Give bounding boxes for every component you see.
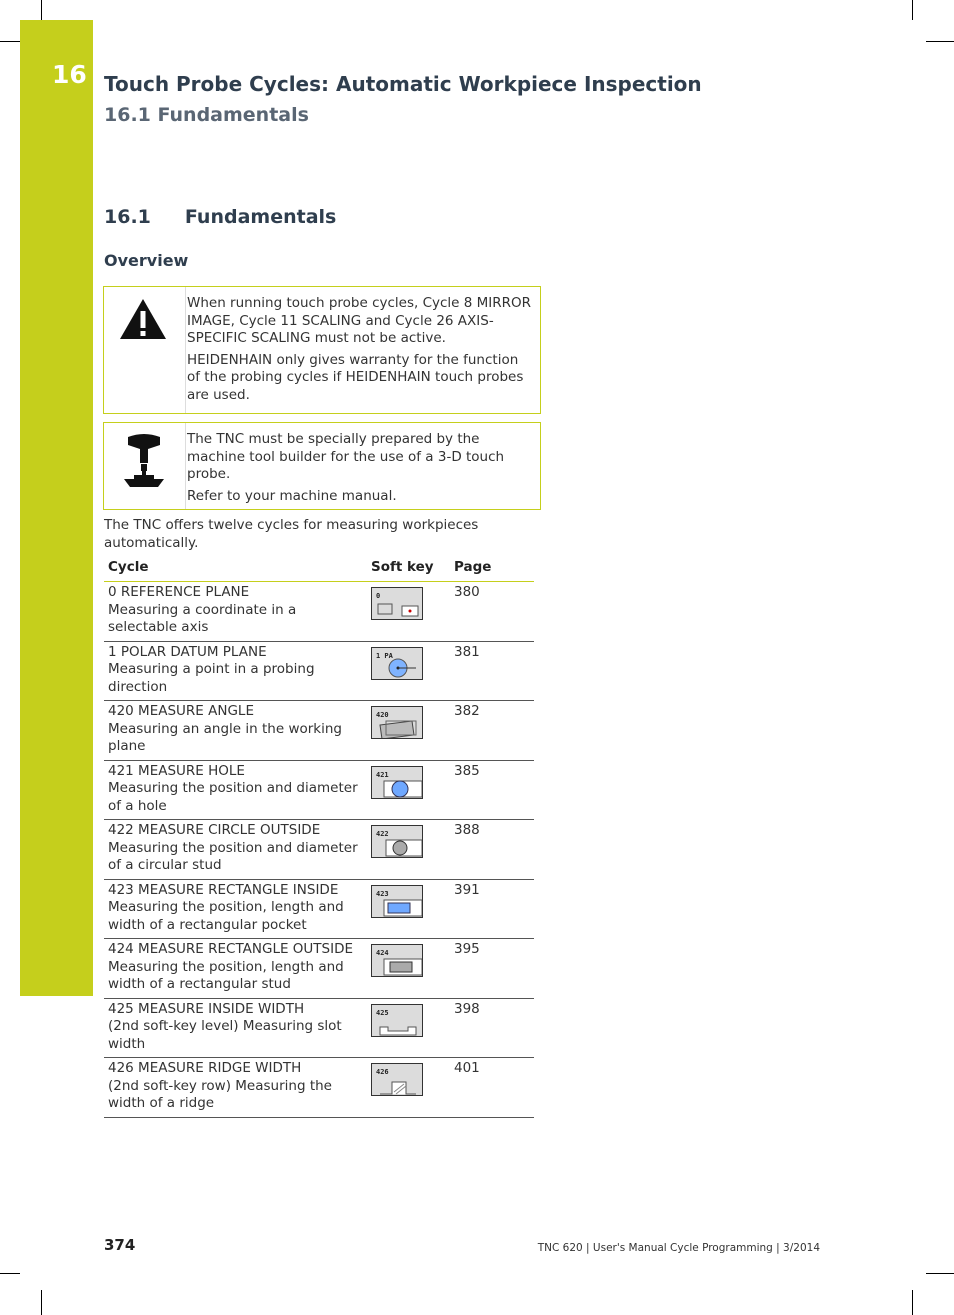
- crop-mark: [41, 0, 42, 20]
- softkey-cell: [367, 1058, 450, 1118]
- cycle-cell: [104, 760, 367, 820]
- cycle-name: 421 MEASURE HOLE: [108, 762, 245, 779]
- machine-note: [103, 422, 541, 510]
- cycle-name: 1 POLAR DATUM PLANE: [108, 643, 267, 660]
- page-cell: 380: [450, 582, 534, 642]
- softkey-label: 420: [376, 711, 389, 719]
- note-divider: [185, 287, 186, 413]
- softkey-cell: [367, 879, 450, 939]
- cycle-cell: [104, 998, 367, 1058]
- softkey-cell: [367, 582, 450, 642]
- softkey-label: 424: [376, 949, 389, 957]
- crop-mark: [0, 41, 20, 42]
- chapter-title: Touch Probe Cycles: Automatic Workpiece Inspection: [104, 72, 702, 96]
- crop-mark: [41, 1290, 42, 1315]
- cycle-description: Measuring the position and diameter of a hole: [108, 780, 358, 814]
- softkey-icon[interactable]: [371, 587, 423, 620]
- note-paragraph: Refer to your machine manual.: [187, 487, 397, 504]
- machine-note-text: [187, 431, 535, 509]
- table-header-row: [104, 556, 534, 582]
- column-header-page: Page: [450, 556, 534, 582]
- softkey-cell: [367, 760, 450, 820]
- softkey-icon[interactable]: [371, 766, 423, 799]
- crop-mark: [912, 0, 913, 20]
- softkey-icon[interactable]: [371, 944, 423, 977]
- softkey-icon[interactable]: [371, 647, 423, 680]
- subheading: Overview: [104, 251, 189, 270]
- softkey-icon[interactable]: [371, 1063, 423, 1096]
- cycle-description: Measuring an angle in the working plane: [108, 720, 342, 754]
- softkey-cell: [367, 641, 450, 701]
- softkey-icon[interactable]: [371, 885, 423, 918]
- cycle-description: Measuring the position, length and width of a rectangular stud: [108, 958, 344, 992]
- note-divider: [185, 423, 186, 509]
- page-cell: 381: [450, 641, 534, 701]
- cycle-cell: [104, 939, 367, 999]
- cycle-cell: [104, 582, 367, 642]
- page-cell: 398: [450, 998, 534, 1058]
- page-cell: 391: [450, 879, 534, 939]
- table-row: [104, 820, 534, 880]
- warning-icon: [118, 297, 168, 345]
- cycle-description: (2nd soft-key level) Measuring slot width: [108, 1018, 342, 1052]
- cycle-cell: [104, 879, 367, 939]
- cycle-description: Measuring a point in a probing direction: [108, 661, 315, 695]
- cycle-description: Measuring a coordinate in a selectable axis: [108, 601, 297, 635]
- softkey-label: 422: [376, 830, 389, 838]
- cycle-cell: [104, 1058, 367, 1118]
- softkey-label: 0: [376, 592, 381, 600]
- section-title: Fundamentals: [184, 206, 337, 228]
- softkey-icon[interactable]: [371, 1004, 423, 1037]
- cycle-cell: [104, 641, 367, 701]
- table-row: [104, 998, 534, 1058]
- crop-mark: [912, 1290, 913, 1315]
- crop-mark: [926, 1273, 954, 1274]
- cycle-name: 426 MEASURE RIDGE WIDTH: [108, 1060, 302, 1076]
- softkey-label: 421: [376, 770, 389, 779]
- cycle-cell: [104, 820, 367, 880]
- footer-text: TNC 620 | User's Manual Cycle Programming | 3/2014: [537, 1242, 820, 1254]
- cycle-cell: [104, 701, 367, 761]
- crop-mark: [926, 41, 954, 42]
- intro-text: The TNC offers twelve cycles for measuring workpieces automatically.: [104, 517, 479, 551]
- column-header-softkey: Soft key: [367, 556, 450, 582]
- cycle-name: 420 MEASURE ANGLE: [108, 703, 254, 719]
- column-header-cycle: Cycle: [104, 556, 367, 582]
- machine-builder-icon: [118, 433, 170, 493]
- table-row: [104, 582, 534, 642]
- crop-mark: [0, 1273, 20, 1274]
- table-row: [104, 879, 534, 939]
- table-row: [104, 760, 534, 820]
- page-cell: 388: [450, 820, 534, 880]
- cycle-name: 422 MEASURE CIRCLE OUTSIDE: [108, 822, 321, 838]
- warning-note-text: [187, 295, 535, 408]
- cycle-description: Measuring the position and diameter of a circular stud: [108, 839, 358, 873]
- page-cell: 385: [450, 760, 534, 820]
- chapter-number: 16: [52, 60, 87, 89]
- note-paragraph: When running touch probe cycles, Cycle 8 MIRROR IMAGE, Cycle 11 SCALING and Cycle 26 AXIS-SPECIFIC SCALING must not be active.: [187, 295, 532, 346]
- softkey-label: 426: [376, 1068, 389, 1076]
- page-cell: 401: [450, 1058, 534, 1118]
- softkey-cell: [367, 820, 450, 880]
- cycle-name: 425 MEASURE INSIDE WIDTH: [108, 1000, 305, 1017]
- note-paragraph: HEIDENHAIN only gives warranty for the function of the probing cycles if HEIDENHAIN touch probes are used.: [187, 351, 524, 403]
- softkey-icon[interactable]: [371, 825, 423, 858]
- page-cell: 395: [450, 939, 534, 999]
- note-paragraph: The TNC must be specially prepared by the machine tool builder for the use of a 3-D touch probe.: [187, 431, 505, 482]
- table-row: [104, 641, 534, 701]
- cycle-description: Measuring the position, length and width of a rectangular pocket: [108, 899, 344, 933]
- cycle-name: 0 REFERENCE PLANE: [108, 584, 250, 600]
- softkey-cell: [367, 939, 450, 999]
- softkey-cell: [367, 998, 450, 1058]
- section-heading: [104, 206, 336, 228]
- softkey-icon[interactable]: [371, 706, 423, 739]
- page-number: 374: [104, 1236, 136, 1254]
- cycle-name: 423 MEASURE RECTANGLE INSIDE: [108, 881, 339, 898]
- running-section-title: 16.1 Fundamentals: [104, 104, 309, 126]
- softkey-cell: [367, 701, 450, 761]
- softkey-label: 1 PA: [376, 651, 393, 660]
- table-row: [104, 701, 534, 761]
- section-number: 16.1: [104, 206, 151, 228]
- table-row: [104, 939, 534, 999]
- cycle-description: (2nd soft-key row) Measuring the width of a ridge: [108, 1077, 332, 1111]
- table-row: [104, 1058, 534, 1118]
- softkey-label: 423: [376, 889, 389, 898]
- chapter-sidebar: [20, 20, 93, 996]
- cycles-table: [104, 556, 534, 1118]
- cycle-name: 424 MEASURE RECTANGLE OUTSIDE: [108, 941, 354, 957]
- warning-note: [103, 286, 541, 414]
- softkey-label: 425: [376, 1008, 389, 1017]
- page-cell: 382: [450, 701, 534, 761]
